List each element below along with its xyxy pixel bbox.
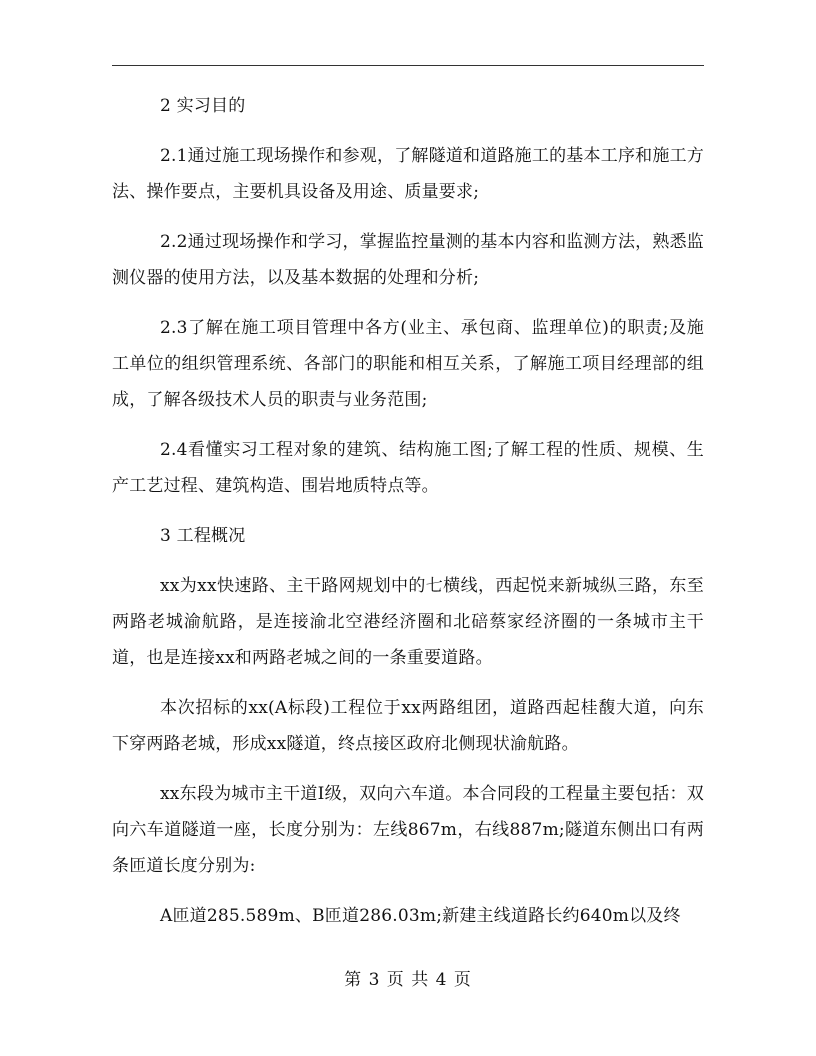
- paragraph-overview-3: xx东段为城市主干道Ⅰ级，双向六车道。本合同段的工程量主要包括：双向六车道隧道一座，长度分别为：左线867m，右线887m;隧道东侧出口有两条匝道长度分别为:: [112, 784, 704, 876]
- paragraph-2-4: 2.4看懂实习工程对象的建筑、结构施工图;了解工程的性质、规模、生产工艺过程、建筑构造、围岩地质特点等。: [112, 440, 704, 496]
- document-body: [112, 88, 704, 934]
- section-heading-purpose: 2 实习目的: [160, 96, 246, 116]
- section-heading-overview: 3 工程概况: [160, 526, 246, 546]
- paragraph-2-2: 2.2通过现场操作和学习，掌握监控量测的基本内容和监测方法，熟悉监测仪器的使用方法，以及基本数据的处理和分析;: [112, 232, 704, 288]
- paragraph-overview-1: xx为xx快速路、主干路网规划中的七横线，西起悦来新城纵三路，东至两路老城渝航路，是连接渝北空港经济圈和北碚蔡家经济圈的一条城市主干道，也是连接xx和两路老城之间的一条重要道路。: [112, 576, 704, 668]
- paragraph-overview-2: 本次招标的xx(A标段)工程位于xx两路组团，道路西起桂馥大道，向东下穿两路老城，形成xx隧道，终点接区政府北侧现状渝航路。: [112, 698, 704, 754]
- header-rule: [112, 65, 704, 66]
- paragraph-2-3: 2.3了解在施工项目管理中各方(业主、承包商、监理单位)的职责;及施工单位的组织管理系统、各部门的职能和相互关系，了解施工项目经理部的组成，了解各级技术人员的职责与业务范围;: [112, 318, 704, 410]
- paragraph-overview-4: A匝道285.589m、B匝道286.03m;新建主线道路长约640m以及终: [160, 906, 681, 926]
- page-number-footer: 第 3 页 共 4 页: [344, 970, 472, 990]
- paragraph-2-1: 2.1通过施工现场操作和参观，了解隧道和道路施工的基本工序和施工方法、操作要点，主要机具设备及用途、质量要求;: [112, 146, 704, 202]
